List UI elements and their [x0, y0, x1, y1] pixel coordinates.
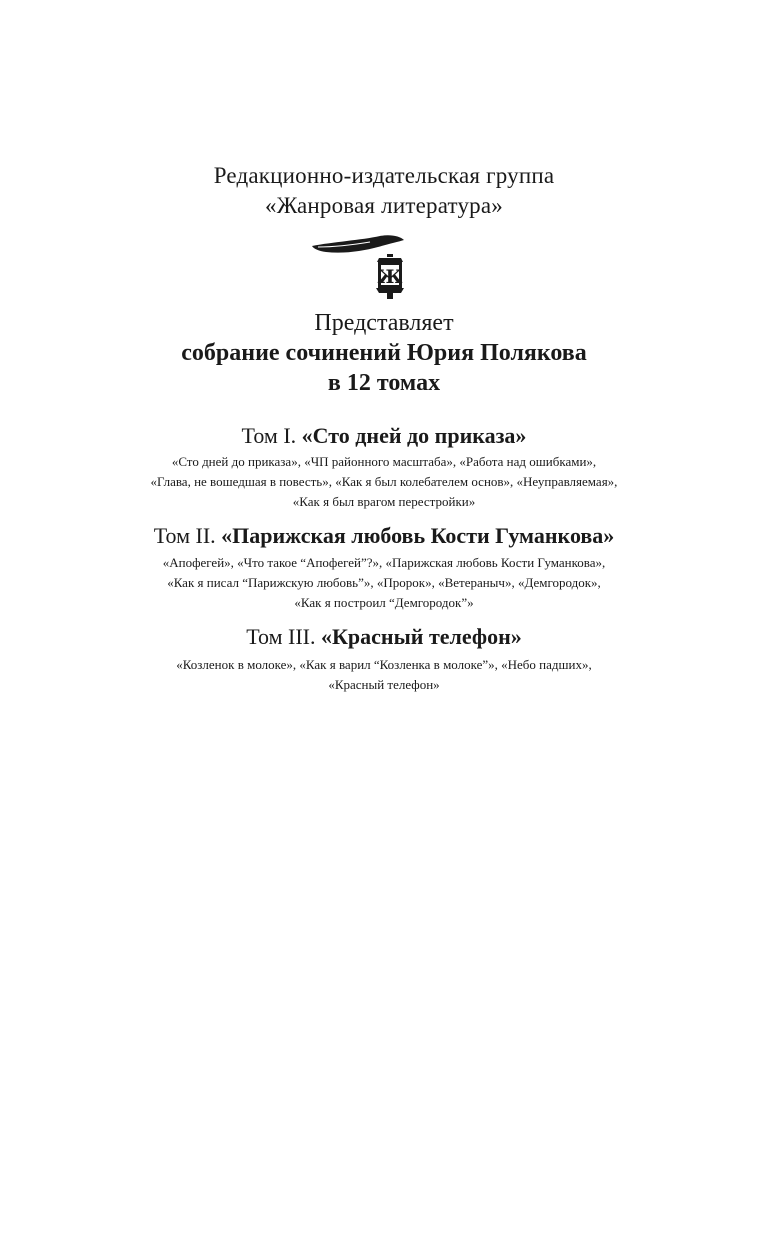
publisher-line-1: Редакционно-издательская группа — [213, 163, 555, 188]
volume-2-works-line: «Как я построил “Демгородок”» — [294, 595, 474, 610]
volume-1-label: Том I. — [241, 423, 297, 448]
volume-1-works-line: «Сто дней до приказа», «ЧП районного масштаба», «Работа над ошибками», — [171, 454, 597, 469]
volume-2-works-line: «Апофегей», «Что такое “Апофегей”?», «Парижская любовь Кости Гуманкова», — [162, 555, 606, 570]
volume-3-heading — [0, 624, 768, 650]
volume-3-label: Том III. — [246, 624, 316, 649]
volume-3-works-line: «Козленок в молоке», «Как я варил “Козленка в молоке”», «Небо падших», — [176, 657, 592, 672]
volume-1-works — [0, 452, 768, 512]
svg-text:Ж: Ж — [377, 266, 403, 288]
volume-3-works — [0, 655, 768, 695]
volume-1-works-line: «Как я был врагом перестройки» — [292, 494, 476, 509]
volumes-count: в 12 томах — [327, 370, 441, 396]
volume-2-heading — [0, 523, 768, 549]
volume-3-works-line: «Красный телефон» — [328, 677, 440, 692]
volume-2-label: Том II. — [153, 523, 216, 548]
volume-2-works-line: «Как я писал “Парижскую любовь”», «Пророк», «Ветераныч», «Демгородок», — [167, 575, 601, 590]
presents-heading: Представляет — [314, 310, 454, 336]
volume-1-works-line: «Глава, не вошедшая в повесть», «Как я был колебателем основ», «Неуправляемая», — [150, 474, 618, 489]
volume-1-heading — [0, 423, 768, 449]
publisher-line-2: «Жанровая литература» — [265, 193, 503, 218]
collection-title: собрание сочинений Юрия Полякова — [181, 340, 587, 366]
lantern-with-feather-logo-icon — [308, 232, 418, 302]
volume-3-title: «Красный телефон» — [320, 624, 522, 649]
volume-2-works — [0, 553, 768, 613]
volume-1-title: «Сто дней до приказа» — [301, 423, 527, 448]
volume-2-title: «Парижская любовь Кости Гуманкова» — [221, 523, 615, 548]
